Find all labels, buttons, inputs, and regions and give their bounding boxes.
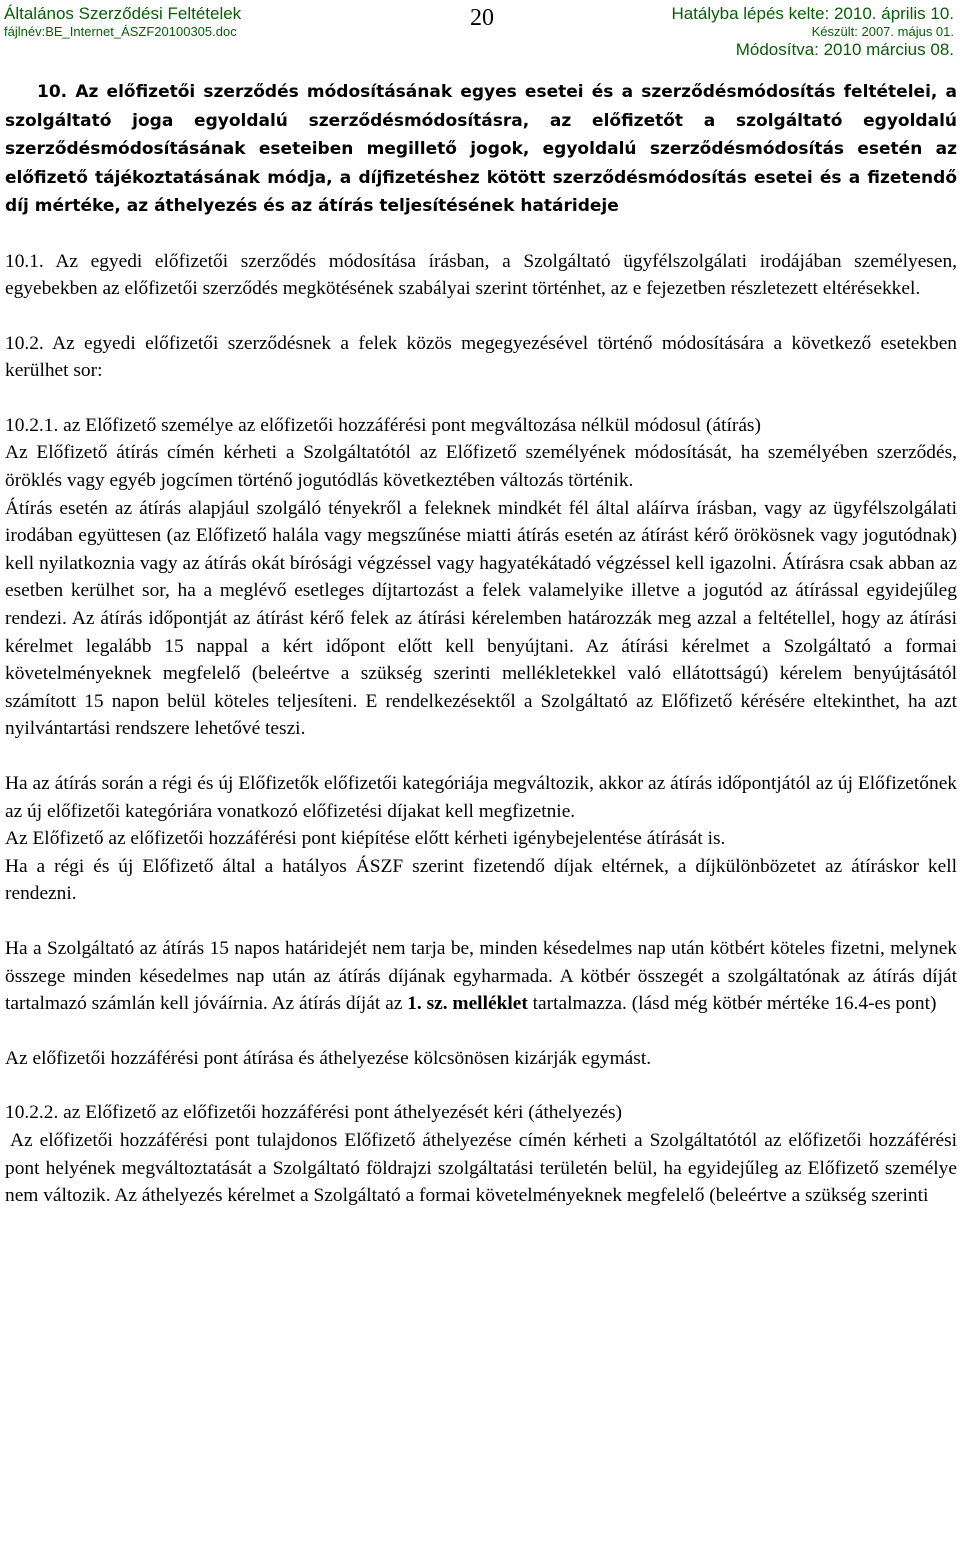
header-left [4,4,241,40]
section-title: Az előfizetői szerződés módosításának egyes esetei és a szerződésmódosítás feltételei, a szolgáltató joga egyoldalú szerződésmódosításra, az előfizetőt a szolgáltató egyoldalú szerződésmódosításának eseteiben megillető jogok, egyoldalú szerződésmódosítás esetén az előfizető tájékoztatásának módja, a díjfizetéshez kötött szerződésmódosítás esetei és a fizetendő díj mértéke, az áthelyezés és az átírás teljesítésének határideje [5,82,957,216]
effective-date: Hatályba lépés kelte: 2010. április 10. [671,4,954,23]
paragraph-10-2-1-title: 10.2.1. az Előfizető személye az előfizetői hozzáférési pont megváltozása nélkül módosul (átírás) [5,414,761,436]
annex-reference: 1. sz. melléklet [407,993,528,1015]
section-number: 10. [37,82,68,102]
header-right [671,4,954,60]
page-number: 20 [470,5,494,31]
paragraph-10-2: 10.2. Az egyedi előfizetői szerződésnek a felek közös megegyezésével történő módosítására a következő esetekben kerülhet sor: [5,332,957,382]
paragraph-10-2-1-g: Az előfizetői hozzáférési pont átírása és áthelyezése kölcsönösen kizárják egymást. [5,1047,652,1069]
file-name: fájlnév:BE_Internet_ÁSZF20100305.doc [4,24,237,39]
paragraph-10-1: 10.1. Az egyedi előfizetői szerződés módosítása írásban, a Szolgáltató ügyfélszolgálati irodájában személyesen, egyebekben az előfizetői szerződés megkötésének szabályai szerint történhet, az e fejezetben részletezett eltérésekkel. [5,250,957,300]
paragraph-10-2-1-e: Ha a régi és új Előfizető által a hatályos ÁSZF szerint fizetendő díjak eltérnek, a díjkülönbözetet az átíráskor kell rendezni. [5,855,957,905]
section-heading [5,78,957,221]
document-title: Általános Szerződési Feltételek [4,4,242,23]
paragraph-10-2-1-c: Ha az átírás során a régi és új Előfizetők előfizetői kategóriája megváltozik, akkor az átírás időpontjától az új Előfizetőnek az új előfizetői kategóriára vonatkozó előfizetési díjakat kell megfizetnie. [5,773,957,822]
modified-date: Módosítva: 2010 március 08. [735,40,954,59]
created-date: Készült: 2007. május 01. [811,24,954,39]
paragraph-10-2-2-a: Az előfizetői hozzáférési pont tulajdonos Előfizető áthelyezése címén kérheti a Szolgáltatótól az előfizetői hozzáférési pont helyének megváltoztatását a Szolgáltató földrajzi szolgáltatási területén belül, ha egyidejűleg az Előfizető személye nem változik. Az áthelyezés kérelmet a Szolgáltató a formai követelményeknek megfelelő (beleértve a szükség szerinti [5,1129,957,1207]
paragraph-10-2-1-f [5,935,957,1018]
paragraph-10-2-1-d: Az Előfizető az előfizetői hozzáférési pont kiépítése előtt kérheti igénybejelentése átírását is. [5,828,726,850]
kotber-text-end: tartalmazza. (lásd még kötbér mértéke 16.4-es pont) [527,993,937,1015]
paragraph-10-2-2-title: 10.2.2. az Előfizető az előfizetői hozzáférési pont áthelyezését kéri (áthelyezés) [5,1102,622,1124]
paragraph-10-2-1-b: Átírás esetén az átírás alapjául szolgáló tényekről a feleknek mindkét fél által aláírva írásban, vagy az ügyfélszolgálati irodában együttesen (az Előfizető halála vagy megszűnése miatti átírás esetén az átírást kérő örökösnek vagy jogutódnak) kell nyilatkoznia vagy az átírás okát bírósági végzéssel vagy hagyatékátadó végzéssel kell igazolni. Átírásra csak abban az esetben kerülhet sor, ha a meglévő esetleges díjtartozást a felek valamelyike illetve a jogutód az átírással egyidejűleg rendezi. Az átírás időpontját az átírást kérő felek az átírási kérelemben határozzák meg azzal a feltétellel, hogy az átírási kérelmet legalább 15 nappal a kért időpont előtt kell benyújtani. Az átírási kérelmet a Szolgáltató a formai követelményeknek megfelelő (beleértve a szükség szerinti mellékletekkel való ellátottságú) kérelem benyújtásától számított 15 napon belül köteles teljesíteni. E rendelkezésektől a Szolgáltató az Előfizető kérésére eltekinthet, ha azt nyilvántartási rendszere lehetővé teszi. [5,497,957,740]
kotber-text: Ha a Szolgáltató az átírás 15 napos határidejét nem tarja be, minden késedelmes nap után kötbért köteles fizetni, melynek összege minden késedelmes nap után az átírás díjának egyharmada. A kötbér összegét a szolgáltatónak az átírás díját tartalmazó számlán kell jóváírnia. Az átírás díját az [5,937,957,1015]
paragraph-10-2-1-a: Az Előfizető átírás címén kérheti a Szolgáltatótól az Előfizető személyének módosítását, ha személyében szerződés, öröklés vagy egyéb jogcímen történő jogutódlás következtében változás történik. [5,442,957,492]
document-body [5,78,957,1210]
